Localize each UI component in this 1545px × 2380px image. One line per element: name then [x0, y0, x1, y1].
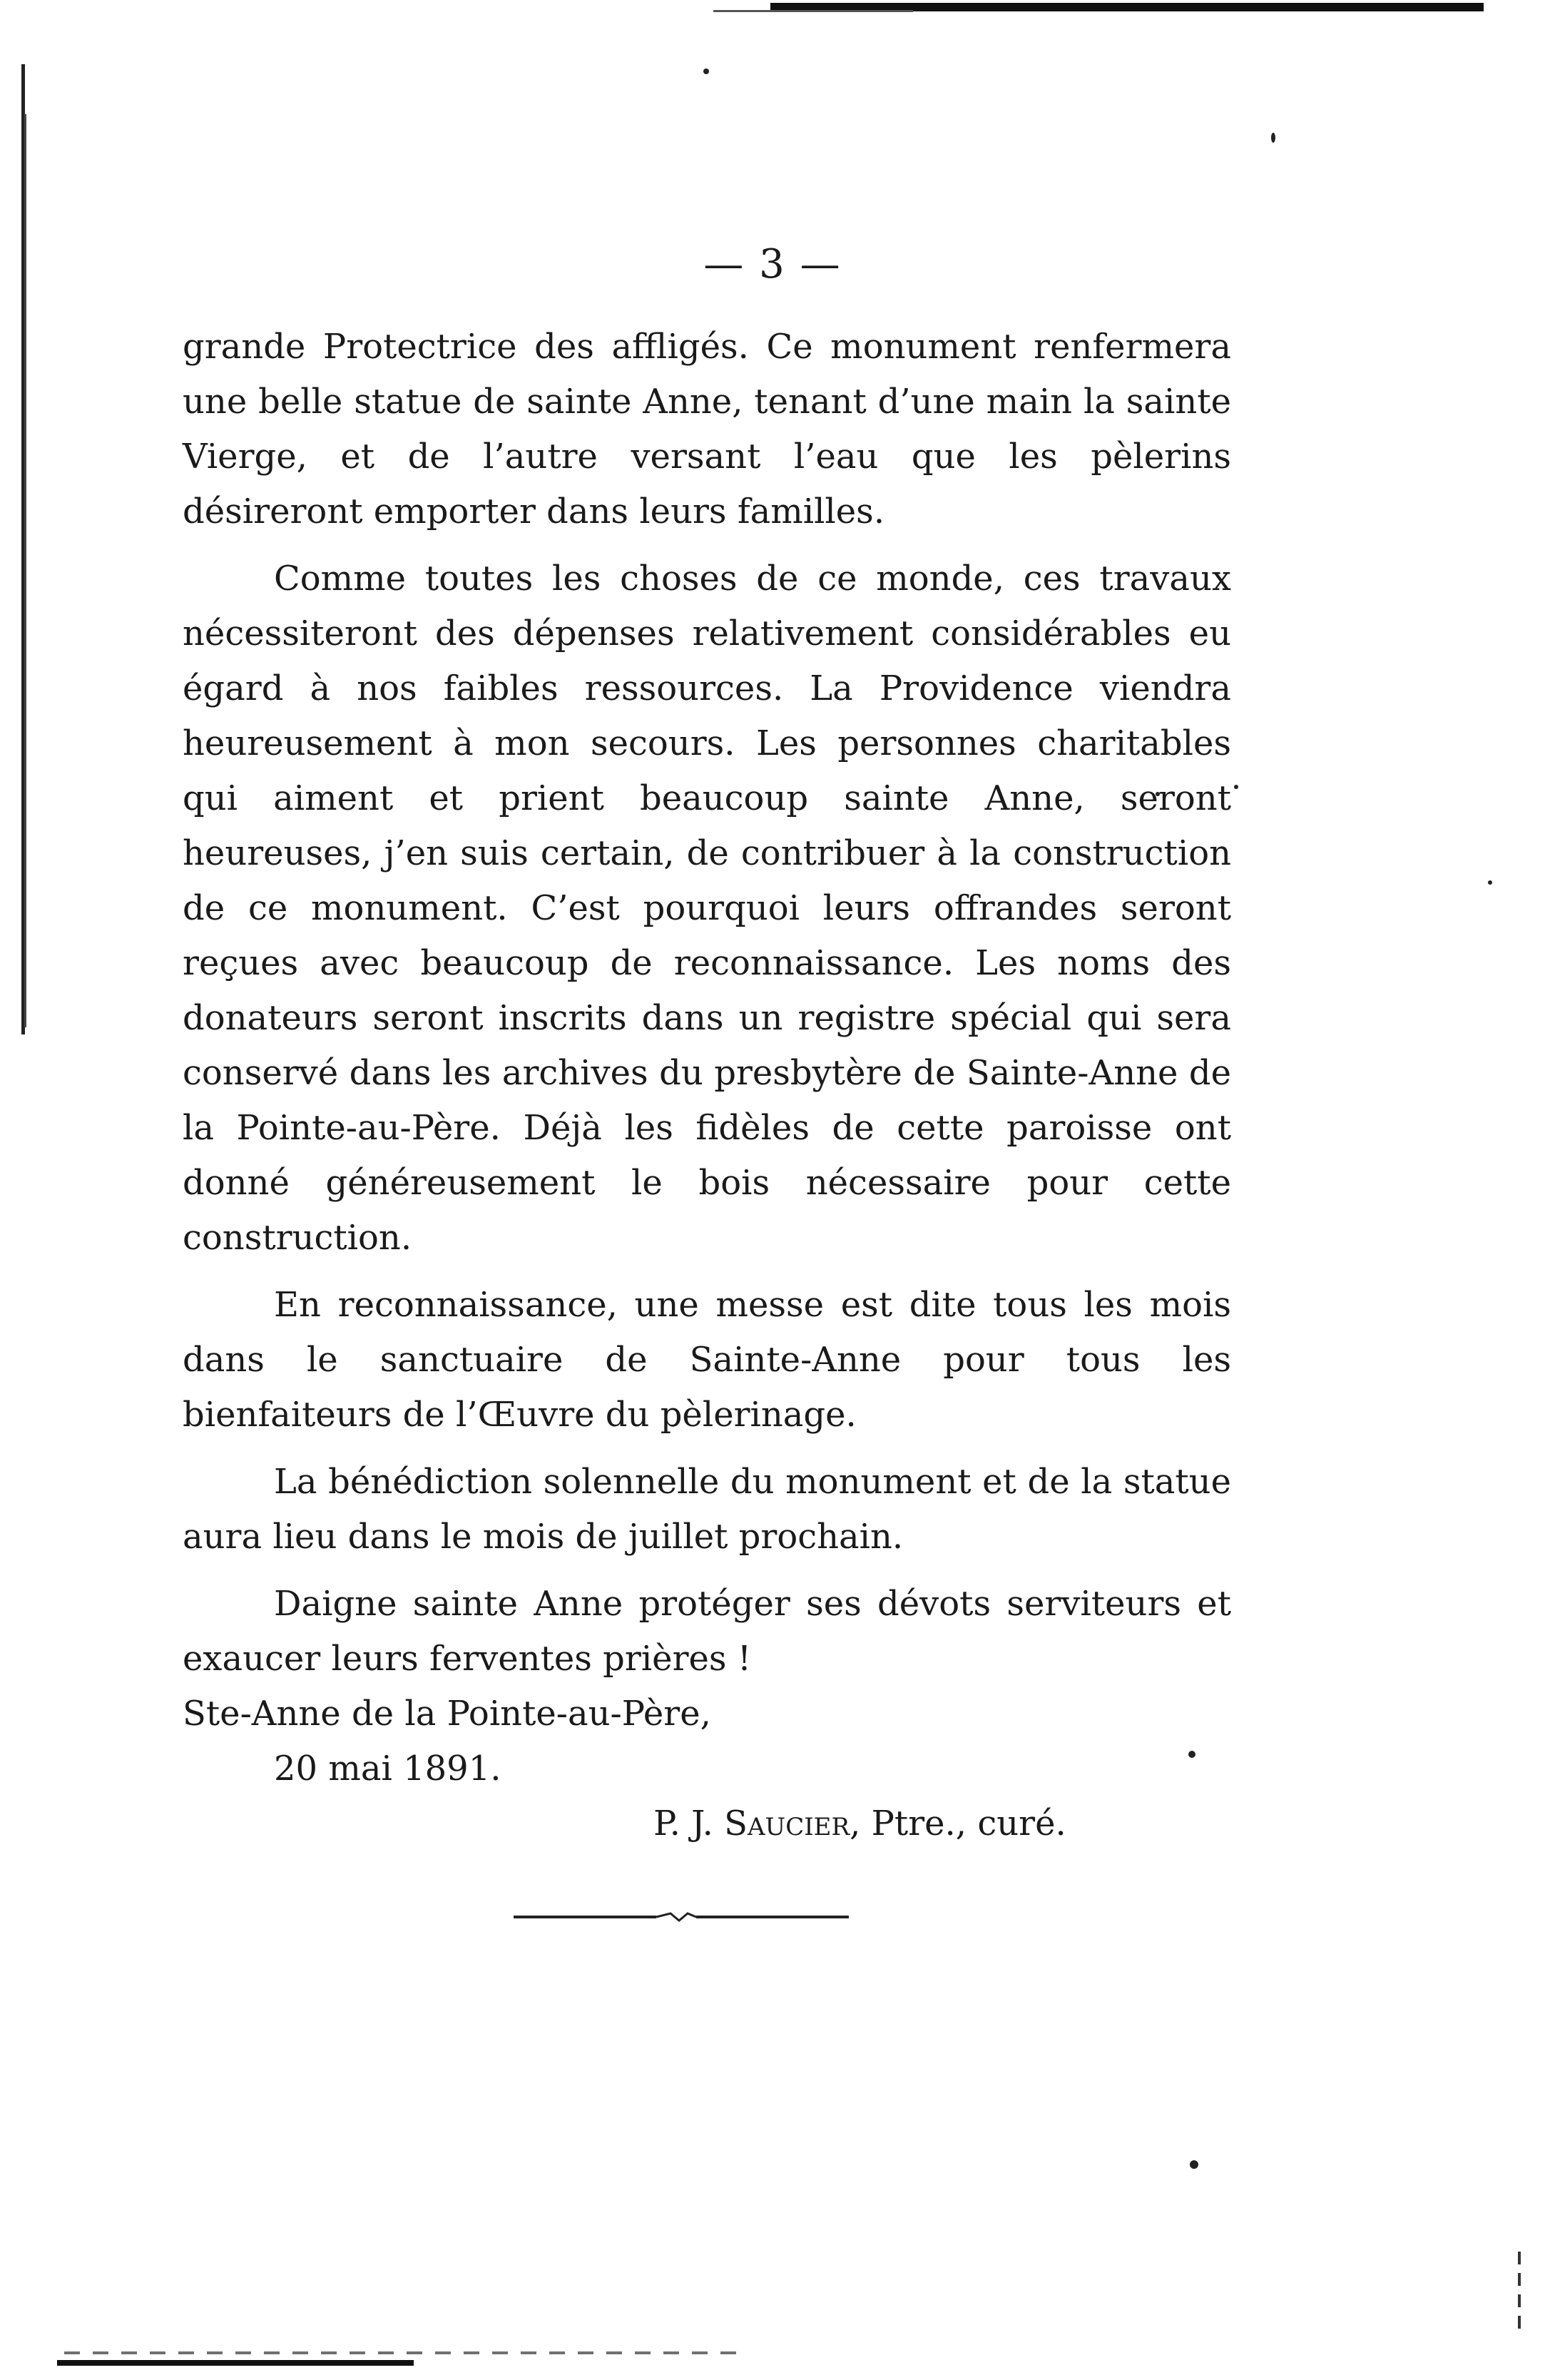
scan-edge-right: [1518, 2252, 1521, 2337]
signature-name: Saucier: [724, 1804, 850, 1844]
signature: [183, 1796, 1231, 1851]
body-text: [183, 320, 1231, 1851]
page-number: — 3 —: [703, 241, 842, 288]
scan-edge-bottom-dots: [64, 2351, 742, 2354]
scan-speck: [1271, 133, 1275, 143]
scan-speck: [703, 68, 709, 74]
scan-speck: [1488, 880, 1492, 885]
paragraph: Daigne sainte Anne protéger ses dévots serviteurs et exaucer leurs ferventes prières !: [183, 1584, 1231, 1679]
scan-speck: [1190, 2160, 1198, 2169]
scan-speck: [1234, 785, 1238, 789]
date-line: 20 mai 1891.: [274, 1749, 501, 1789]
scan-edge-top-faint: [713, 10, 913, 12]
paragraph: Comme toutes les choses de ce monde, ces travaux nécessiteront des dépenses relativement considérables eu égard à nos faibles ressources. La Providence viendra heureusement à mon secours. Les personnes charitables qui aiment et prient beaucoup sainte Anne, seront heureuses, j’en suis certain, de contribuer à la construction de ce monument. C’est pourquoi leurs offrandes seront reçues avec beaucoup de reconnaissance. Les noms des donateurs seront inscrits dans un registre spécial qui sera conservé dans les archives du presbytère de Sainte-Anne de la Pointe-au-Père. Déjà les fidèles de cette paroisse ont donné généreusement le bois nécessaire pour cette construction.: [183, 559, 1231, 1258]
signature-title: , Ptre., curé.: [850, 1804, 1066, 1844]
scan-edge-bottom: [57, 2360, 414, 2366]
signature-initials: P. J.: [653, 1804, 713, 1844]
paragraph: En reconnaissance, une messe est dite tous les mois dans le sanctuaire de Sainte-Anne pour tous les bienfaiteurs de l’Œuvre du pèlerinage.: [183, 1285, 1231, 1435]
ornament-divider: [514, 1912, 849, 1922]
place-line: Ste-Anne de la Pointe-au-Père,: [183, 1694, 711, 1734]
paragraph: grande Protectrice des affligés. Ce monument renfermera une belle statue de sainte Anne, tenant d’une main la sainte Vierge, et de l’autre versant l’eau que les pèlerins désireront emporter dans leurs familles.: [183, 327, 1231, 532]
paragraph: La bénédiction solennelle du monument et de la statue aura lieu dans le mois de juillet prochain.: [183, 1462, 1231, 1557]
